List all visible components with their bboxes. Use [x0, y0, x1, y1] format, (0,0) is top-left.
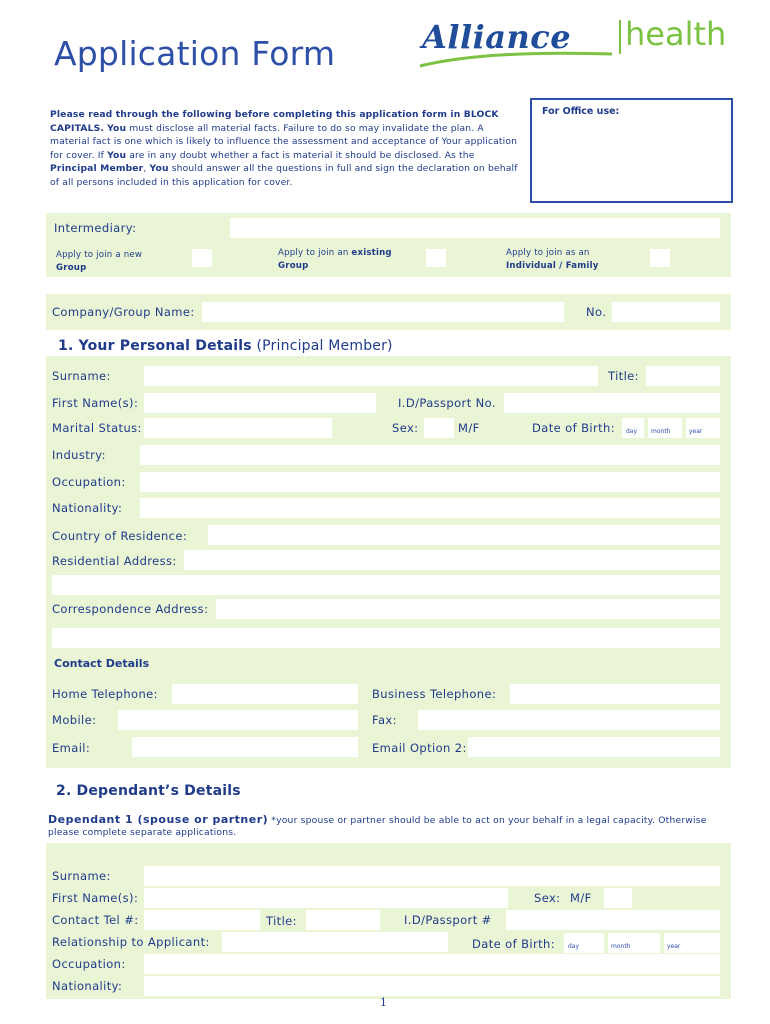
id-passport-field[interactable] — [504, 393, 720, 413]
contact-details-heading: Contact Details — [54, 657, 150, 670]
dep-contact-tel-label: Contact Tel #: — [52, 913, 139, 927]
dependant-details-panel — [46, 843, 731, 999]
logo-product: health — [625, 15, 727, 53]
dep-relationship-label: Relationship to Applicant: — [52, 935, 210, 949]
correspondence-address-field[interactable] — [216, 599, 720, 619]
dep-nationality-field[interactable] — [144, 976, 720, 996]
logo-swoosh-icon — [416, 48, 616, 70]
dep-title-label: Title: — [266, 914, 297, 928]
company-name-field[interactable] — [202, 302, 564, 322]
nationality-label: Nationality: — [52, 501, 123, 515]
email-field[interactable] — [132, 737, 358, 757]
residential-address-field[interactable] — [184, 550, 720, 570]
page-title: Application Form — [54, 34, 336, 73]
dep-contact-tel-field[interactable] — [144, 910, 260, 930]
intermediary-label: Intermediary: — [54, 221, 137, 235]
first-names-field[interactable] — [144, 393, 376, 413]
home-telephone-field[interactable] — [172, 684, 358, 704]
section-2-title: 2. Dependant’s Details — [56, 783, 241, 799]
email-label: Email: — [52, 741, 91, 755]
dep-title-field[interactable] — [306, 910, 380, 930]
marital-status-field[interactable] — [144, 418, 332, 438]
dep-id-passport-label: I.D/Passport # — [404, 913, 492, 927]
option-individual-label: Apply to join as an Individual / Family — [506, 248, 599, 271]
mobile-field[interactable] — [118, 710, 358, 730]
fax-field[interactable] — [418, 710, 720, 730]
page-number: 1 — [380, 996, 387, 1009]
option-individual-checkbox[interactable] — [650, 249, 670, 267]
dep-id-passport-field[interactable] — [506, 910, 720, 930]
dep-occupation-field[interactable] — [144, 954, 720, 974]
personal-details-panel — [46, 356, 731, 768]
intermediary-panel — [46, 213, 731, 277]
option-existing-group-label: Apply to join an existing Group — [278, 248, 392, 271]
surname-label: Surname: — [52, 369, 111, 383]
dob-label: Date of Birth: — [532, 421, 615, 435]
title-label: Title: — [608, 369, 639, 383]
home-telephone-label: Home Telephone: — [52, 687, 158, 701]
title-field[interactable] — [646, 366, 720, 386]
dep-occupation-label: Occupation: — [52, 957, 126, 971]
intro-text: Please read through the following before completing this application form in BLOCK CAPITALS. You must disclose all material facts. Failure to do so may invalidate the plan. A material fact is one which is likely to influence the assessment and acceptance of Your application for cover. If You are in any doubt whether a fact is material it should be disclosed. As the Principal Member, You should answer all the questions in full and sign the declaration on behalf of all persons included in this application for cover. — [50, 109, 518, 188]
dep-surname-field[interactable] — [144, 866, 720, 886]
office-use-box — [530, 98, 733, 203]
dep-first-names-label: First Name(s): — [52, 891, 139, 905]
nationality-field[interactable] — [140, 498, 720, 518]
email-option-2-field[interactable] — [468, 737, 720, 757]
option-new-group-label: Apply to join a new Group — [56, 250, 143, 273]
dep-sex-mf-label: M/F — [570, 891, 592, 905]
logo-brand: Alliance — [422, 18, 572, 56]
dep-dob-label: Date of Birth: — [472, 937, 555, 951]
sex-label: Sex: — [392, 421, 419, 435]
first-names-label: First Name(s): — [52, 396, 139, 410]
section-1-title: 1. Your Personal Details (Principal Member) — [58, 338, 393, 354]
company-no-label: No. — [586, 305, 607, 319]
business-telephone-label: Business Telephone: — [372, 687, 497, 701]
dob-year-hint: year — [689, 428, 703, 435]
dep-first-names-field[interactable] — [144, 888, 508, 908]
business-telephone-field[interactable] — [510, 684, 720, 704]
logo-separator — [619, 20, 621, 54]
company-name-label: Company/Group Name: — [52, 305, 195, 319]
industry-label: Industry: — [52, 448, 106, 462]
industry-field[interactable] — [140, 445, 720, 465]
id-passport-label: I.D/Passport No. — [398, 396, 496, 410]
sex-field[interactable] — [424, 418, 454, 438]
company-no-field[interactable] — [612, 302, 720, 322]
fax-label: Fax: — [372, 713, 397, 727]
marital-status-label: Marital Status: — [52, 421, 142, 435]
correspondence-address-label: Correspondence Address: — [52, 602, 209, 616]
company-panel — [46, 294, 731, 330]
occupation-label: Occupation: — [52, 475, 126, 489]
country-residence-label: Country of Residence: — [52, 529, 188, 543]
sex-mf-label: M/F — [458, 421, 480, 435]
dep-dob-year-hint: year — [667, 943, 681, 950]
dep-sex-field[interactable] — [604, 888, 632, 908]
dep-dob-month-hint: month — [611, 943, 631, 950]
surname-field[interactable] — [144, 366, 598, 386]
dep-sex-label: Sex: — [534, 891, 561, 905]
dep-relationship-field[interactable] — [222, 932, 448, 952]
residential-address-line2-field[interactable] — [52, 575, 720, 595]
country-residence-field[interactable] — [208, 525, 720, 545]
email-option-2-label: Email Option 2: — [372, 741, 467, 755]
dep-dob-day-hint: day — [568, 943, 580, 950]
alliance-health-logo — [416, 12, 746, 76]
dob-day-hint: day — [626, 428, 638, 435]
office-use-label: For Office use: — [542, 106, 620, 117]
dep-surname-label: Surname: — [52, 869, 111, 883]
option-existing-group-checkbox[interactable] — [426, 249, 446, 267]
residential-address-label: Residential Address: — [52, 554, 177, 568]
option-new-group-checkbox[interactable] — [192, 249, 212, 267]
intermediary-field[interactable] — [230, 218, 720, 238]
occupation-field[interactable] — [140, 472, 720, 492]
mobile-label: Mobile: — [52, 713, 97, 727]
dob-month-hint: month — [651, 428, 671, 435]
dependant-1-note: Dependant 1 (spouse or partner) *your spouse or partner should be able to act on your behalf in a legal capacity. Otherwise please complete separate applications. — [48, 813, 707, 838]
dep-nationality-label: Nationality: — [52, 979, 123, 993]
correspondence-address-line2-field[interactable] — [52, 628, 720, 648]
